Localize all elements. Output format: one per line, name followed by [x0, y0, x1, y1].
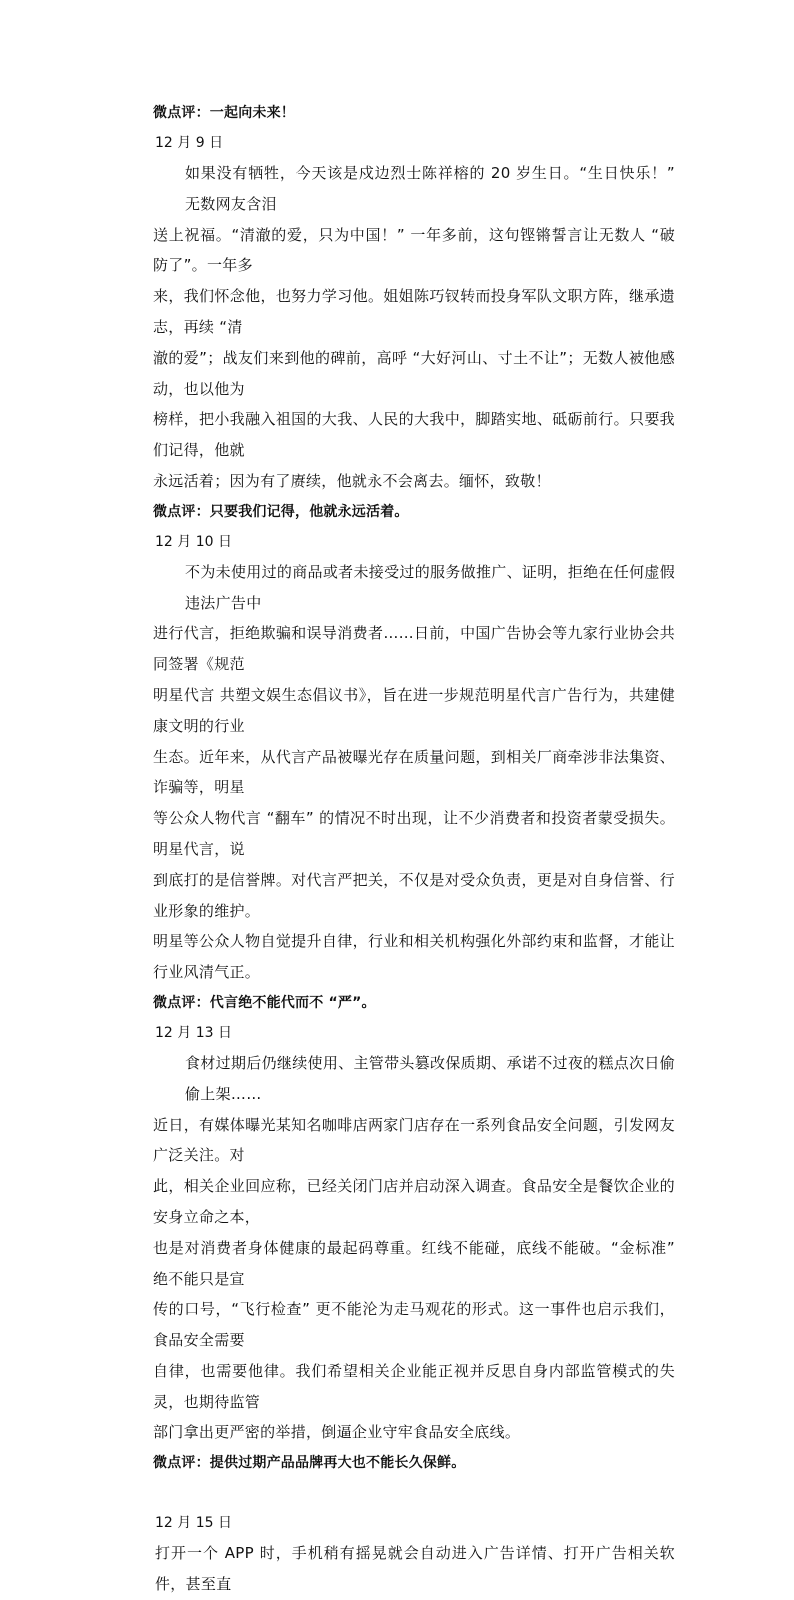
text-line: 来，我们怀念他，也努力学习他。姐姐陈巧钗转而投身军队文职方阵，继承遗志，再续 “清 — [153, 287, 675, 336]
text-line: 不为未使用过的商品或者未接受过的服务做推广、证明，拒绝在任何虚假违法广告中 — [185, 562, 675, 612]
text-line: 自律，也需要他律。我们希望相关企业能正视并反思自身内部监管模式的失灵，也期待监管 — [153, 1361, 675, 1411]
paragraph — [153, 158, 675, 497]
document-body — [153, 98, 675, 1600]
text-line: 如果没有牺牲，今天该是戍边烈士陈祥榕的 20 岁生日。“生日快乐！” 无数网友含泪 — [185, 164, 675, 213]
paragraph — [153, 557, 675, 988]
paragraph — [153, 1048, 675, 1448]
date-line: 12 月 15 日 — [155, 1515, 232, 1532]
text-line: 进行代言，拒绝欺骗和误导消费者……日前，中国广告协会等九家行业协会共同签署《规范 — [153, 624, 675, 674]
blank-line — [153, 1478, 675, 1508]
comment-line: 微点评：提供过期产品品牌再大也不能长久保鲜。 — [153, 1455, 466, 1472]
comment-line: 微点评：代言绝不能代而不 “严”。 — [153, 994, 376, 1011]
comment-line: 微点评：只要我们记得，他就永远活着。 — [153, 503, 409, 520]
text-line: 此，相关企业回应称，已经关闭门店并启动深入调查。食品安全是餐饮企业的安身立命之本， — [153, 1177, 675, 1226]
text-line: 食材过期后仍继续使用、主管带头篡改保质期、承诺不过夜的糕点次日偷偷上架…… — [185, 1053, 675, 1103]
text-line: 送上祝福。“清澈的爱，只为中国！” 一年多前，这句铿锵誓言让无数人 “破防了”。一年多 — [153, 225, 675, 275]
text-line: 部门拿出更严密的举措，倒逼企业守牢食品安全底线。 — [153, 1423, 521, 1442]
text-line: 到底打的是信誉牌。对代言严把关，不仅是对受众负责，更是对自身信誉、行业形象的维护。 — [153, 870, 675, 920]
text-line: 永远活着；因为有了赓续，他就永不会离去。缅怀，致敬！ — [153, 471, 551, 490]
date-line: 12 月 13 日 — [155, 1024, 232, 1041]
text-line: 澈的爱”；战友们来到他的碑前，高呼 “大好河山、寸土不让”；无数人被他感动，也以他为 — [153, 348, 675, 398]
date-line: 12 月 9 日 — [155, 135, 224, 151]
text-line: 打开一个 APP 时，手机稍有摇晃就会自动进入广告详情、打开广告相关软件，甚至直 — [155, 1544, 675, 1594]
text-line: 榜样，把小我融入祖国的大我、人民的大我中，脚踏实地、砥砺前行。只要我们记得，他就 — [153, 410, 675, 460]
text-line: 生态。近年来，从代言产品被曝光存在质量问题，到相关厂商牵涉非法集资、诈骗等，明星 — [153, 747, 675, 797]
date-line: 12 月 10 日 — [155, 533, 232, 550]
paragraph — [153, 1538, 675, 1600]
text-line: 等公众人物代言 “翻车” 的情况不时出现，让不少消费者和投资者蒙受损失。明星代言，说 — [153, 809, 675, 858]
comment-line: 微点评：一起向未来！ — [153, 105, 295, 121]
text-line: 也是对消费者身体健康的最起码尊重。红线不能碰，底线不能破。“金标准” 绝不能只是宣 — [153, 1238, 675, 1288]
text-line: 明星代言 共塑文娱生态倡议书》，旨在进一步规范明星代言广告行为，共建健康文明的行业 — [153, 685, 675, 735]
text-line: 传的口号，“飞行检查” 更不能沦为走马观花的形式。这一事件也启示我们，食品安全需要 — [153, 1300, 675, 1350]
text-line: 明星等公众人物自觉提升自律，行业和相关机构强化外部约束和监督，才能让行业风清气正。 — [153, 932, 675, 982]
text-line: 近日，有媒体曝光某知名咖啡店两家门店存在一系列食品安全问题，引发网友广泛关注。对 — [153, 1115, 675, 1165]
